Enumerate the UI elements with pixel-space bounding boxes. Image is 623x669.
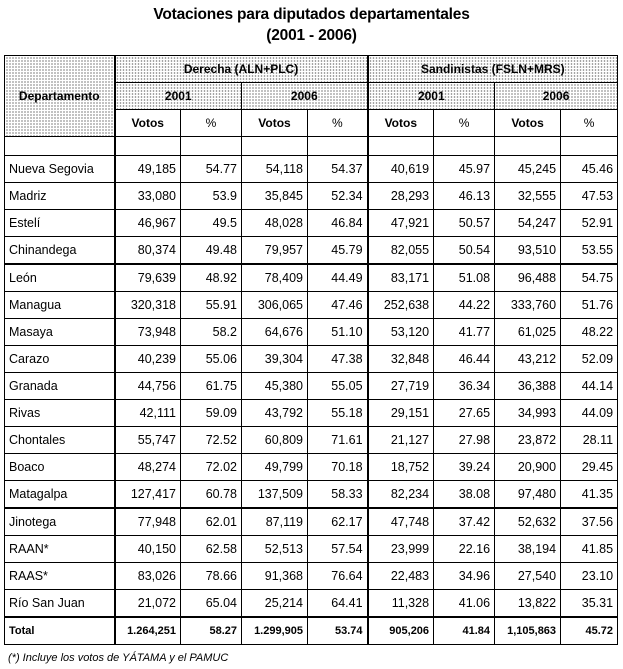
pct-cell: 59.09: [181, 400, 242, 427]
row-label: Boaco: [5, 454, 115, 481]
pct-cell: 27.65: [434, 400, 495, 427]
table-row: [5, 183, 618, 210]
votos-cell: 49,799: [242, 454, 308, 481]
votos-cell: 252,638: [368, 292, 434, 319]
header-year: 2006: [242, 83, 368, 110]
header-year: 2006: [495, 83, 618, 110]
votos-cell: 60,809: [242, 427, 308, 454]
pct-cell: 48.22: [561, 319, 618, 346]
votos-cell: 32,555: [495, 183, 561, 210]
pct-cell: 45.97: [434, 156, 495, 183]
votos-cell: 77,948: [115, 508, 181, 536]
table-row: [5, 237, 618, 265]
row-label: Madriz: [5, 183, 115, 210]
table-row: [5, 292, 618, 319]
header-pct: %: [561, 110, 618, 137]
votos-cell: 79,957: [242, 237, 308, 265]
votos-cell: 52,632: [495, 508, 561, 536]
pct-cell: 46.13: [434, 183, 495, 210]
pct-cell: 37.42: [434, 508, 495, 536]
pct-cell: 60.78: [181, 481, 242, 509]
votos-cell: 320,318: [115, 292, 181, 319]
votos-cell: 36,388: [495, 373, 561, 400]
pct-cell: 22.16: [434, 536, 495, 563]
pct-cell: 70.18: [308, 454, 368, 481]
pct-cell: 47.46: [308, 292, 368, 319]
pct-cell: 44.09: [561, 400, 618, 427]
pct-cell: 44.14: [561, 373, 618, 400]
pct-cell: 57.54: [308, 536, 368, 563]
header-group-sandinistas: Sandinistas (FSLN+MRS): [368, 56, 618, 83]
pct-cell: 51.10: [308, 319, 368, 346]
votos-cell: 82,055: [368, 237, 434, 265]
votos-cell: 1.264,251: [115, 617, 181, 645]
table-row: [5, 481, 618, 509]
pct-cell: 47.53: [561, 183, 618, 210]
votos-cell: 78,409: [242, 264, 308, 292]
votos-cell: 11,328: [368, 590, 434, 618]
spacer-row: [5, 137, 618, 156]
pct-cell: 58.27: [181, 617, 242, 645]
pct-cell: 72.52: [181, 427, 242, 454]
pct-cell: 55.18: [308, 400, 368, 427]
votos-cell: 47,748: [368, 508, 434, 536]
pct-cell: 53.55: [561, 237, 618, 265]
table-row: [5, 210, 618, 237]
votos-cell: 47,921: [368, 210, 434, 237]
pct-cell: 61.75: [181, 373, 242, 400]
votos-cell: 18,752: [368, 454, 434, 481]
votos-cell: 83,171: [368, 264, 434, 292]
header-departamento: Departamento: [5, 56, 115, 137]
header-pct: %: [308, 110, 368, 137]
row-label: Estelí: [5, 210, 115, 237]
pct-cell: 39.24: [434, 454, 495, 481]
header-year: 2001: [115, 83, 242, 110]
footnote: (*) Incluye los votos de YÁTAMA y el PAMUC: [8, 652, 229, 664]
row-label: Carazo: [5, 346, 115, 373]
row-label: Chinandega: [5, 237, 115, 265]
pct-cell: 23.10: [561, 563, 618, 590]
header-votos: Votos: [115, 110, 181, 137]
table-row: [5, 427, 618, 454]
header-votos: Votos: [495, 110, 561, 137]
pct-cell: 62.58: [181, 536, 242, 563]
pct-cell: 34.96: [434, 563, 495, 590]
votos-cell: 43,792: [242, 400, 308, 427]
row-label: Managua: [5, 292, 115, 319]
votos-cell: 52,513: [242, 536, 308, 563]
pct-cell: 27.98: [434, 427, 495, 454]
table-row: [5, 156, 618, 183]
row-label: Total: [5, 617, 115, 645]
pct-cell: 41.35: [561, 481, 618, 509]
pct-cell: 44.22: [434, 292, 495, 319]
pct-cell: 54.77: [181, 156, 242, 183]
pct-cell: 65.04: [181, 590, 242, 618]
pct-cell: 38.08: [434, 481, 495, 509]
votos-cell: 54,118: [242, 156, 308, 183]
pct-cell: 45.72: [561, 617, 618, 645]
votos-cell: 21,127: [368, 427, 434, 454]
votos-cell: 49,185: [115, 156, 181, 183]
votos-cell: 25,214: [242, 590, 308, 618]
pct-cell: 64.41: [308, 590, 368, 618]
pct-cell: 44.49: [308, 264, 368, 292]
pct-cell: 45.46: [561, 156, 618, 183]
pct-cell: 28.11: [561, 427, 618, 454]
pct-cell: 47.38: [308, 346, 368, 373]
pct-cell: 41.84: [434, 617, 495, 645]
table-row: [5, 590, 618, 618]
table-row: [5, 617, 618, 645]
table-row: [5, 400, 618, 427]
votos-cell: 40,239: [115, 346, 181, 373]
votos-cell: 137,509: [242, 481, 308, 509]
pct-cell: 53.74: [308, 617, 368, 645]
votos-cell: 45,245: [495, 156, 561, 183]
pct-cell: 52.34: [308, 183, 368, 210]
votos-cell: 39,304: [242, 346, 308, 373]
table-title: Votaciones para diputados departamentales: [153, 6, 470, 23]
row-label: Chontales: [5, 427, 115, 454]
votos-cell: 40,150: [115, 536, 181, 563]
votos-cell: 73,948: [115, 319, 181, 346]
votos-cell: 97,480: [495, 481, 561, 509]
pct-cell: 41.77: [434, 319, 495, 346]
table-row: [5, 454, 618, 481]
votos-cell: 54,247: [495, 210, 561, 237]
row-label: Matagalpa: [5, 481, 115, 509]
votos-cell: 53,120: [368, 319, 434, 346]
votos-cell: 43,212: [495, 346, 561, 373]
pct-cell: 51.08: [434, 264, 495, 292]
table-row: [5, 264, 618, 292]
votos-cell: 28,293: [368, 183, 434, 210]
pct-cell: 55.06: [181, 346, 242, 373]
pct-cell: 37.56: [561, 508, 618, 536]
row-label: Río San Juan: [5, 590, 115, 618]
votos-cell: 45,380: [242, 373, 308, 400]
row-label: RAAN*: [5, 536, 115, 563]
header-votos: Votos: [242, 110, 308, 137]
pct-cell: 41.85: [561, 536, 618, 563]
votes-table: [4, 55, 618, 645]
votos-cell: 64,676: [242, 319, 308, 346]
pct-cell: 55.05: [308, 373, 368, 400]
votos-cell: 306,065: [242, 292, 308, 319]
pct-cell: 50.57: [434, 210, 495, 237]
votos-cell: 27,540: [495, 563, 561, 590]
row-label: Granada: [5, 373, 115, 400]
votos-cell: 21,072: [115, 590, 181, 618]
votos-cell: 23,999: [368, 536, 434, 563]
votos-cell: 91,368: [242, 563, 308, 590]
votos-cell: 23,872: [495, 427, 561, 454]
votos-cell: 333,760: [495, 292, 561, 319]
votos-cell: 61,025: [495, 319, 561, 346]
pct-cell: 50.54: [434, 237, 495, 265]
votos-cell: 33,080: [115, 183, 181, 210]
row-label: RAAS*: [5, 563, 115, 590]
table-row: [5, 319, 618, 346]
votos-cell: 46,967: [115, 210, 181, 237]
pct-cell: 41.06: [434, 590, 495, 618]
votos-cell: 20,900: [495, 454, 561, 481]
votos-cell: 27,719: [368, 373, 434, 400]
header-pct: %: [434, 110, 495, 137]
pct-cell: 76.64: [308, 563, 368, 590]
pct-cell: 29.45: [561, 454, 618, 481]
table-row: [5, 536, 618, 563]
votos-cell: 22,483: [368, 563, 434, 590]
pct-cell: 62.17: [308, 508, 368, 536]
table-row: [5, 373, 618, 400]
table-row: [5, 563, 618, 590]
votos-cell: 13,822: [495, 590, 561, 618]
votos-cell: 80,374: [115, 237, 181, 265]
pct-cell: 35.31: [561, 590, 618, 618]
header-group-derecha: Derecha (ALN+PLC): [115, 56, 368, 83]
pct-cell: 49.48: [181, 237, 242, 265]
header-year: 2001: [368, 83, 495, 110]
pct-cell: 58.33: [308, 481, 368, 509]
pct-cell: 54.75: [561, 264, 618, 292]
pct-cell: 48.92: [181, 264, 242, 292]
pct-cell: 78.66: [181, 563, 242, 590]
votos-cell: 32,848: [368, 346, 434, 373]
pct-cell: 51.76: [561, 292, 618, 319]
pct-cell: 62.01: [181, 508, 242, 536]
table-row: [5, 508, 618, 536]
votos-cell: 127,417: [115, 481, 181, 509]
row-label: Nueva Segovia: [5, 156, 115, 183]
votos-cell: 42,111: [115, 400, 181, 427]
header-votos: Votos: [368, 110, 434, 137]
votos-cell: 83,026: [115, 563, 181, 590]
table-subtitle: (2001 - 2006): [266, 27, 357, 44]
header-pct: %: [181, 110, 242, 137]
pct-cell: 46.44: [434, 346, 495, 373]
pct-cell: 72.02: [181, 454, 242, 481]
votos-cell: 48,274: [115, 454, 181, 481]
votos-cell: 55,747: [115, 427, 181, 454]
votos-cell: 1,105,863: [495, 617, 561, 645]
votos-cell: 44,756: [115, 373, 181, 400]
pct-cell: 49.5: [181, 210, 242, 237]
row-label: Masaya: [5, 319, 115, 346]
votos-cell: 38,194: [495, 536, 561, 563]
pct-cell: 46.84: [308, 210, 368, 237]
votos-cell: 905,206: [368, 617, 434, 645]
votos-cell: 29,151: [368, 400, 434, 427]
pct-cell: 71.61: [308, 427, 368, 454]
row-label: León: [5, 264, 115, 292]
votos-cell: 93,510: [495, 237, 561, 265]
votos-cell: 48,028: [242, 210, 308, 237]
votos-cell: 1.299,905: [242, 617, 308, 645]
pct-cell: 54.37: [308, 156, 368, 183]
pct-cell: 58.2: [181, 319, 242, 346]
row-label: Jinotega: [5, 508, 115, 536]
votos-cell: 96,488: [495, 264, 561, 292]
votos-cell: 87,119: [242, 508, 308, 536]
pct-cell: 55.91: [181, 292, 242, 319]
votos-cell: 82,234: [368, 481, 434, 509]
votos-cell: 35,845: [242, 183, 308, 210]
pct-cell: 36.34: [434, 373, 495, 400]
row-label: Rivas: [5, 400, 115, 427]
pct-cell: 52.91: [561, 210, 618, 237]
pct-cell: 45.79: [308, 237, 368, 265]
votos-cell: 40,619: [368, 156, 434, 183]
pct-cell: 52.09: [561, 346, 618, 373]
pct-cell: 53.9: [181, 183, 242, 210]
votos-cell: 34,993: [495, 400, 561, 427]
table-row: [5, 346, 618, 373]
votos-cell: 79,639: [115, 264, 181, 292]
